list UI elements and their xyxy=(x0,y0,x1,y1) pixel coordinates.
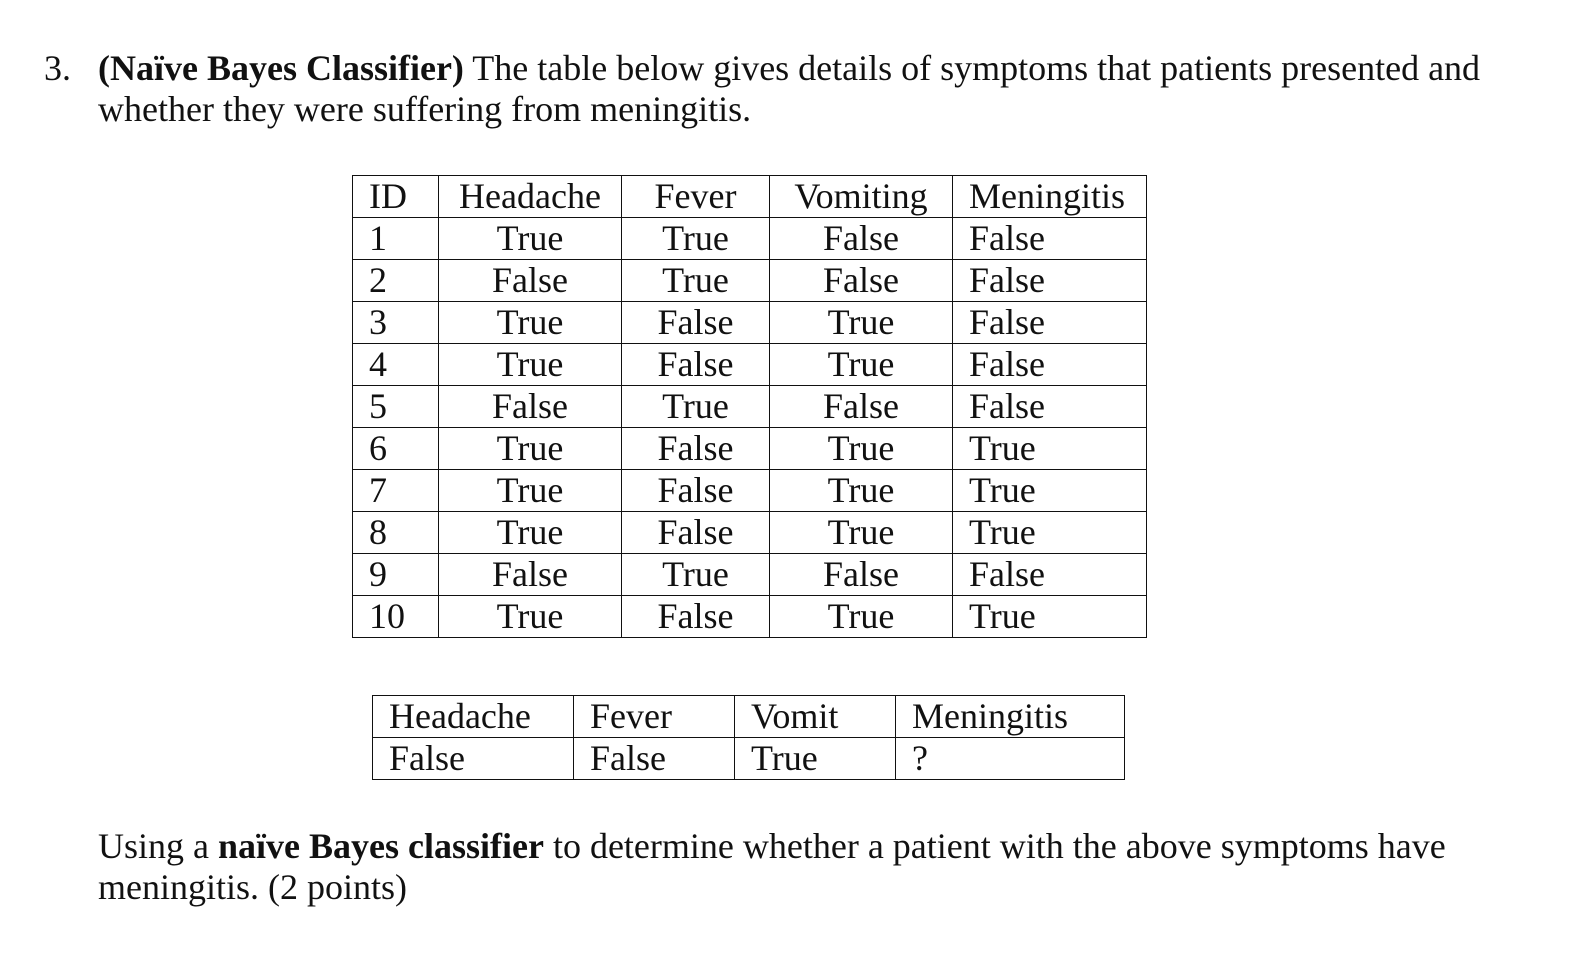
query-value-vomit: True xyxy=(735,738,896,780)
query-value-fever: False xyxy=(574,738,735,780)
cell-fever: False xyxy=(622,470,770,512)
table-row xyxy=(353,386,1147,428)
question-body: The table below gives details of symptoms that patients presented and whether they were suffering from meningitis. xyxy=(98,48,1481,129)
cell-fever: True xyxy=(622,554,770,596)
cell-id: 4 xyxy=(353,344,439,386)
cell-meningitis: True xyxy=(953,470,1147,512)
cell-id: 8 xyxy=(353,512,439,554)
cell-id: 7 xyxy=(353,470,439,512)
cell-headache: True xyxy=(439,344,622,386)
table-row xyxy=(353,344,1147,386)
cell-meningitis: True xyxy=(953,596,1147,638)
cell-id: 9 xyxy=(353,554,439,596)
cell-headache: True xyxy=(439,512,622,554)
cell-meningitis: False xyxy=(953,344,1147,386)
cell-headache: True xyxy=(439,596,622,638)
cell-headache: True xyxy=(439,302,622,344)
table-row xyxy=(353,554,1147,596)
cell-vomiting: True xyxy=(770,512,953,554)
cell-vomiting: True xyxy=(770,302,953,344)
query-header-vomit: Vomit xyxy=(735,696,896,738)
cell-meningitis: True xyxy=(953,512,1147,554)
question-text xyxy=(98,48,1544,130)
question-block xyxy=(44,48,1544,130)
query-value-row xyxy=(373,738,1125,780)
cell-vomiting: False xyxy=(770,554,953,596)
cell-fever: True xyxy=(622,260,770,302)
cell-meningitis: True xyxy=(953,428,1147,470)
table-row xyxy=(353,470,1147,512)
header-meningitis: Meningitis xyxy=(953,176,1147,218)
cell-meningitis: False xyxy=(953,554,1147,596)
query-header-headache: Headache xyxy=(373,696,574,738)
cell-fever: False xyxy=(622,344,770,386)
cell-vomiting: True xyxy=(770,470,953,512)
cell-id: 1 xyxy=(353,218,439,260)
cell-meningitis: False xyxy=(953,260,1147,302)
table-row xyxy=(353,596,1147,638)
table-header-row xyxy=(353,176,1147,218)
cell-fever: False xyxy=(622,302,770,344)
cell-vomiting: True xyxy=(770,428,953,470)
question-title: (Naïve Bayes Classifier) xyxy=(98,48,464,88)
instruction-suffix: to determine whether a patient with the above symptoms have meningitis. (2 points) xyxy=(98,826,1446,907)
table-row xyxy=(353,428,1147,470)
cell-meningitis: False xyxy=(953,302,1147,344)
table-row xyxy=(353,218,1147,260)
cell-vomiting: False xyxy=(770,260,953,302)
cell-meningitis: False xyxy=(953,218,1147,260)
header-id: ID xyxy=(353,176,439,218)
cell-fever: False xyxy=(622,428,770,470)
training-table-body xyxy=(353,176,1147,638)
question-number: 3. xyxy=(44,48,71,88)
instruction-prefix: Using a xyxy=(98,826,218,866)
cell-headache: True xyxy=(439,428,622,470)
cell-vomiting: False xyxy=(770,386,953,428)
cell-id: 2 xyxy=(353,260,439,302)
header-fever: Fever xyxy=(622,176,770,218)
table-row xyxy=(353,512,1147,554)
cell-id: 6 xyxy=(353,428,439,470)
cell-id: 3 xyxy=(353,302,439,344)
cell-vomiting: False xyxy=(770,218,953,260)
header-vomiting: Vomiting xyxy=(770,176,953,218)
query-table xyxy=(372,695,1125,780)
cell-headache: False xyxy=(439,260,622,302)
instruction-bold: naïve Bayes classifier xyxy=(218,826,544,866)
cell-id: 5 xyxy=(353,386,439,428)
table-row xyxy=(353,260,1147,302)
query-header-row xyxy=(373,696,1125,738)
cell-headache: False xyxy=(439,554,622,596)
query-header-fever: Fever xyxy=(574,696,735,738)
header-headache: Headache xyxy=(439,176,622,218)
cell-fever: True xyxy=(622,218,770,260)
cell-headache: False xyxy=(439,386,622,428)
query-value-meningitis: ? xyxy=(896,738,1125,780)
cell-vomiting: True xyxy=(770,344,953,386)
training-data-table xyxy=(352,175,1147,638)
query-header-meningitis: Meningitis xyxy=(896,696,1125,738)
cell-fever: False xyxy=(622,596,770,638)
query-value-headache: False xyxy=(373,738,574,780)
cell-meningitis: False xyxy=(953,386,1147,428)
cell-fever: True xyxy=(622,386,770,428)
instruction-text xyxy=(98,826,1538,908)
cell-id: 10 xyxy=(353,596,439,638)
cell-headache: True xyxy=(439,218,622,260)
table-row xyxy=(353,302,1147,344)
cell-vomiting: True xyxy=(770,596,953,638)
cell-headache: True xyxy=(439,470,622,512)
cell-fever: False xyxy=(622,512,770,554)
